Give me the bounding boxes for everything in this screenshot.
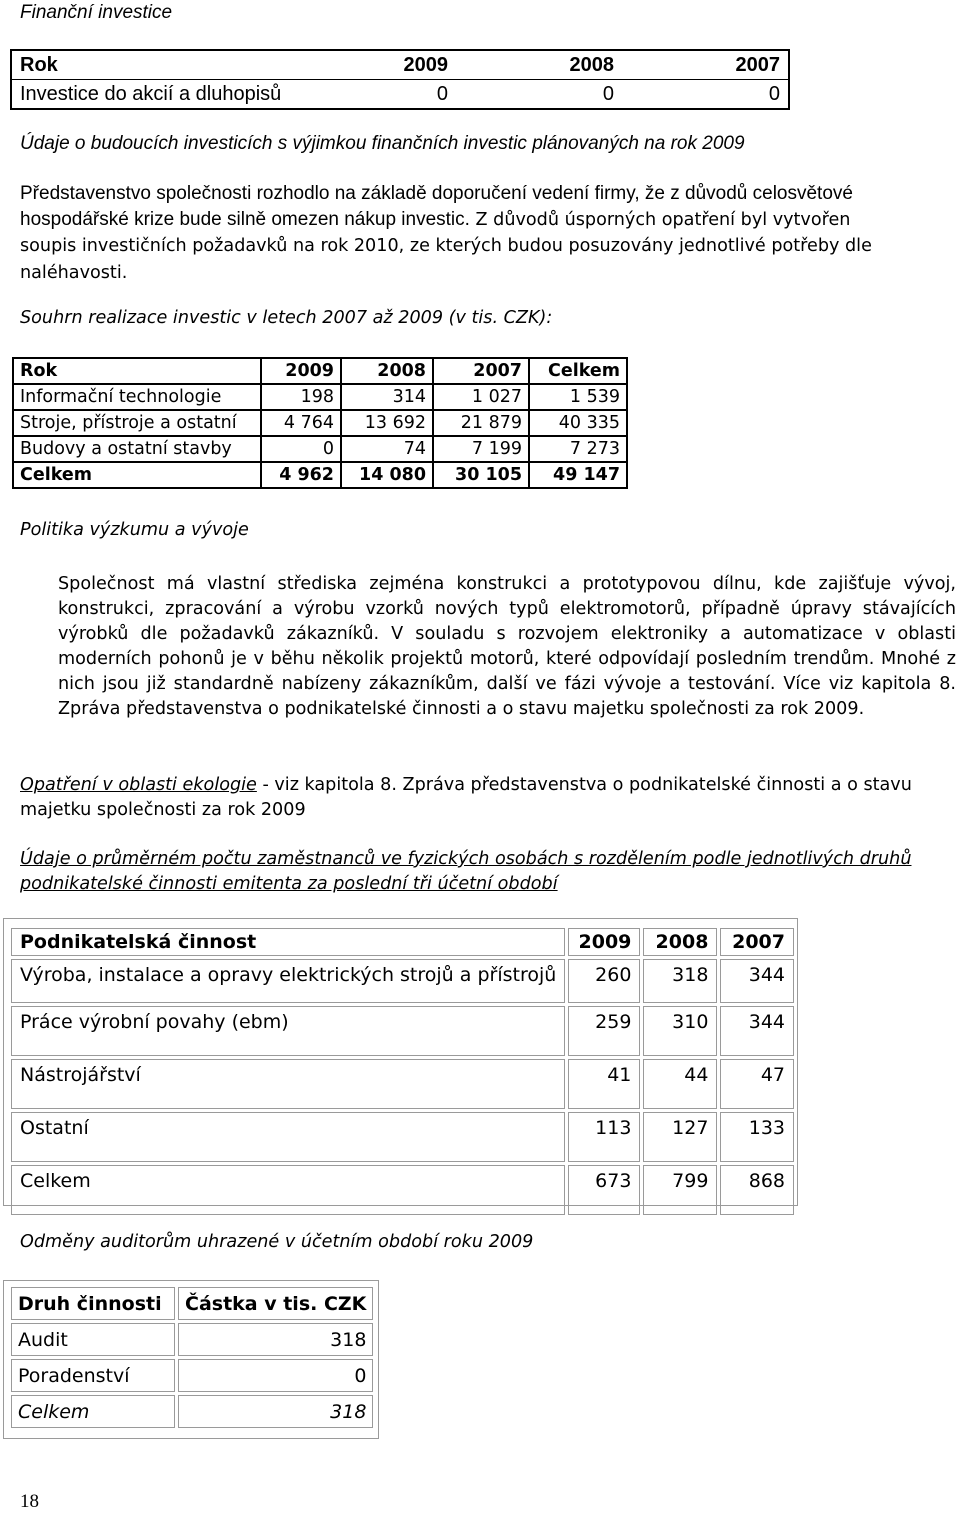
table-cell: Audit	[11, 1323, 175, 1356]
table-cell: 4 764	[261, 410, 341, 436]
table-row	[11, 1323, 373, 1356]
table-cell: 74	[341, 436, 433, 462]
table-cell: Poradenství	[11, 1359, 175, 1392]
table-cell: 198	[261, 384, 341, 410]
table-cell: Celkem	[13, 462, 261, 488]
table-header-cell: 2007	[433, 358, 529, 384]
paragraph-board-decision	[20, 181, 920, 286]
table-header-row	[11, 50, 789, 80]
table-cell: 47	[720, 1059, 794, 1109]
table-header-row	[11, 1287, 373, 1320]
table-cell: Nástrojářství	[11, 1059, 565, 1109]
paragraph-line: soupis investičních požadavků na rok 2010, ze kterých budou posuzovány jednotlivé potřeby dle	[20, 236, 872, 256]
paragraph-line: naléhavosti.	[20, 262, 128, 283]
section-heading-auditors: Odměny auditorům uhrazené v účetním období roku 2009	[20, 1232, 534, 1252]
employees-table-frame	[3, 918, 798, 1206]
table-cell: 1 027	[433, 384, 529, 410]
page-number: 18	[20, 1491, 39, 1512]
table-header-row	[13, 358, 627, 384]
table-cell: Výroba, instalace a opravy elektrických strojů a přístrojů	[11, 959, 565, 1003]
section-heading-future-investments: Údaje o budoucích investicích s výjimkou finančních investic plánovaných na rok 2009	[20, 133, 745, 154]
table-header-cell: 2007	[622, 50, 789, 80]
table-header-cell: 2008	[341, 358, 433, 384]
table-cell: 260	[568, 959, 640, 1003]
table-cell: Práce výrobní povahy (ebm)	[11, 1006, 565, 1056]
table-cell: Celkem	[11, 1165, 565, 1215]
ecology-heading: Opatření v oblasti ekologie	[20, 775, 257, 795]
table-cell: 41	[568, 1059, 640, 1109]
table-cell: Celkem	[11, 1395, 175, 1428]
auditor-fees-table-frame	[3, 1280, 379, 1439]
table-cell: 113	[568, 1112, 640, 1162]
table-row	[13, 384, 627, 410]
table-cell: 318	[643, 959, 717, 1003]
table-row	[11, 80, 789, 110]
table-cell: 40 335	[529, 410, 627, 436]
table-cell: 133	[720, 1112, 794, 1162]
paragraph-line: Představenstvo společnosti rozhodlo na základě doporučení vedení firmy, že z důvodů celosvětové	[20, 183, 853, 204]
table-cell: Stroje, přístroje a ostatní	[13, 410, 261, 436]
table-header-cell: 2009	[261, 358, 341, 384]
table-row	[11, 1359, 373, 1392]
table-cell: 0	[436, 82, 448, 105]
table-row	[13, 410, 627, 436]
paragraph-ecology	[20, 773, 940, 823]
auditor-fees-table	[8, 1284, 376, 1431]
table-cell: 1 539	[529, 384, 627, 410]
table-header-cell: Podnikatelská činnost	[11, 928, 565, 956]
table-cell: 799	[643, 1165, 717, 1215]
table-row	[11, 1059, 794, 1109]
table-cell: 318	[178, 1395, 373, 1428]
table-header-cell: Rok	[13, 358, 261, 384]
table-cell: 310	[643, 1006, 717, 1056]
table-cell: 0	[261, 436, 341, 462]
section-heading-investment-summary: Souhrn realizace investic v letech 2007 až 2009 (v tis. CZK):	[20, 308, 553, 328]
table-total-row	[11, 1395, 373, 1428]
table-cell: 673	[568, 1165, 640, 1215]
table-cell: 259	[568, 1006, 640, 1056]
investment-summary-table	[12, 357, 628, 489]
table-cell: Investice do akcií a dluhopisů	[20, 82, 282, 105]
table-header-cell: 2008	[456, 50, 622, 80]
table-header-cell: Celkem	[529, 358, 627, 384]
table-total-row	[13, 462, 627, 488]
ecology-text: - viz kapitola 8. Zpráva představenstva o podnikatelské činnosti a o stavu	[256, 775, 912, 795]
table-row	[13, 436, 627, 462]
table-cell: 344	[720, 959, 794, 1003]
table-header-cell: Druh činnosti	[11, 1287, 175, 1320]
heading-line: podnikatelské činnosti emitenta za poslední tři účetní období	[20, 874, 558, 894]
employees-table	[8, 925, 797, 1218]
table-cell: 44	[643, 1059, 717, 1109]
table-cell: 4 962	[261, 462, 341, 488]
table-header-cell: 2007	[720, 928, 794, 956]
paragraph-line: Z důvodů úsporných opatření byl vytvořen	[469, 209, 851, 230]
table-row	[11, 1112, 794, 1162]
table-header-cell: 2009	[290, 50, 456, 80]
table-cell: 14 080	[341, 462, 433, 488]
table-cell: 868	[720, 1165, 794, 1215]
paragraph-line: hospodářské krize bude silně omezen nákup investic.	[20, 208, 470, 230]
financial-investments-table	[10, 49, 790, 110]
ecology-text-line2: majetku společnosti za rok 2009	[20, 800, 306, 820]
section-heading-financial: Finanční investice	[20, 2, 173, 23]
table-row	[11, 959, 794, 1003]
table-cell: 0	[178, 1359, 373, 1392]
paragraph-research: Společnost má vlastní střediska zejména konstrukci a prototypovou dílnu, kde zajišťuje vývoj, konstrukci, zpracování a výrobu vzorků nových typů elektromotorů, případně úpravy stávajících výrobků dle požadavků zákazníků. V souladu s rozvojem elektroniky a automatizace v oblasti moderních pohonů je v běhu několik projektů motorů, které odpovídají posledním trendům. Mnohé z nich jsou již standardně nabízeny zákazníkům, další ve fázi vývoje a testování. Více viz kapitola 8. Zpráva představenstva o podnikatelské činnosti a o stavu majetku společnosti za rok 2009.	[58, 574, 956, 719]
table-header-cell: 2008	[643, 928, 717, 956]
table-header-cell: Částka v tis. CZK	[178, 1287, 373, 1320]
heading-line: Údaje o průměrném počtu zaměstnanců ve fyzických osobách s rozdělením podle jednotlivých druhů	[20, 849, 912, 869]
table-header-row	[11, 928, 794, 956]
table-cell: 30 105	[433, 462, 529, 488]
table-row	[11, 1165, 794, 1215]
table-cell: 7 273	[529, 436, 627, 462]
table-cell: Ostatní	[11, 1112, 565, 1162]
section-heading-research: Politika výzkumu a vývoje	[20, 520, 249, 540]
table-cell: 344	[720, 1006, 794, 1056]
table-cell: 0	[602, 82, 614, 105]
table-cell: 314	[341, 384, 433, 410]
table-header-cell: 2009	[568, 928, 640, 956]
table-cell: 49 147	[529, 462, 627, 488]
table-cell: Informační technologie	[13, 384, 261, 410]
table-cell: 21 879	[433, 410, 529, 436]
table-cell: 318	[178, 1323, 373, 1356]
table-cell: 127	[643, 1112, 717, 1162]
table-row	[11, 1006, 794, 1056]
table-cell: 13 692	[341, 410, 433, 436]
table-cell: 7 199	[433, 436, 529, 462]
table-cell: 0	[768, 82, 780, 105]
table-header-cell: Rok	[11, 50, 290, 80]
section-heading-employees	[20, 847, 950, 897]
table-cell: Budovy a ostatní stavby	[13, 436, 261, 462]
